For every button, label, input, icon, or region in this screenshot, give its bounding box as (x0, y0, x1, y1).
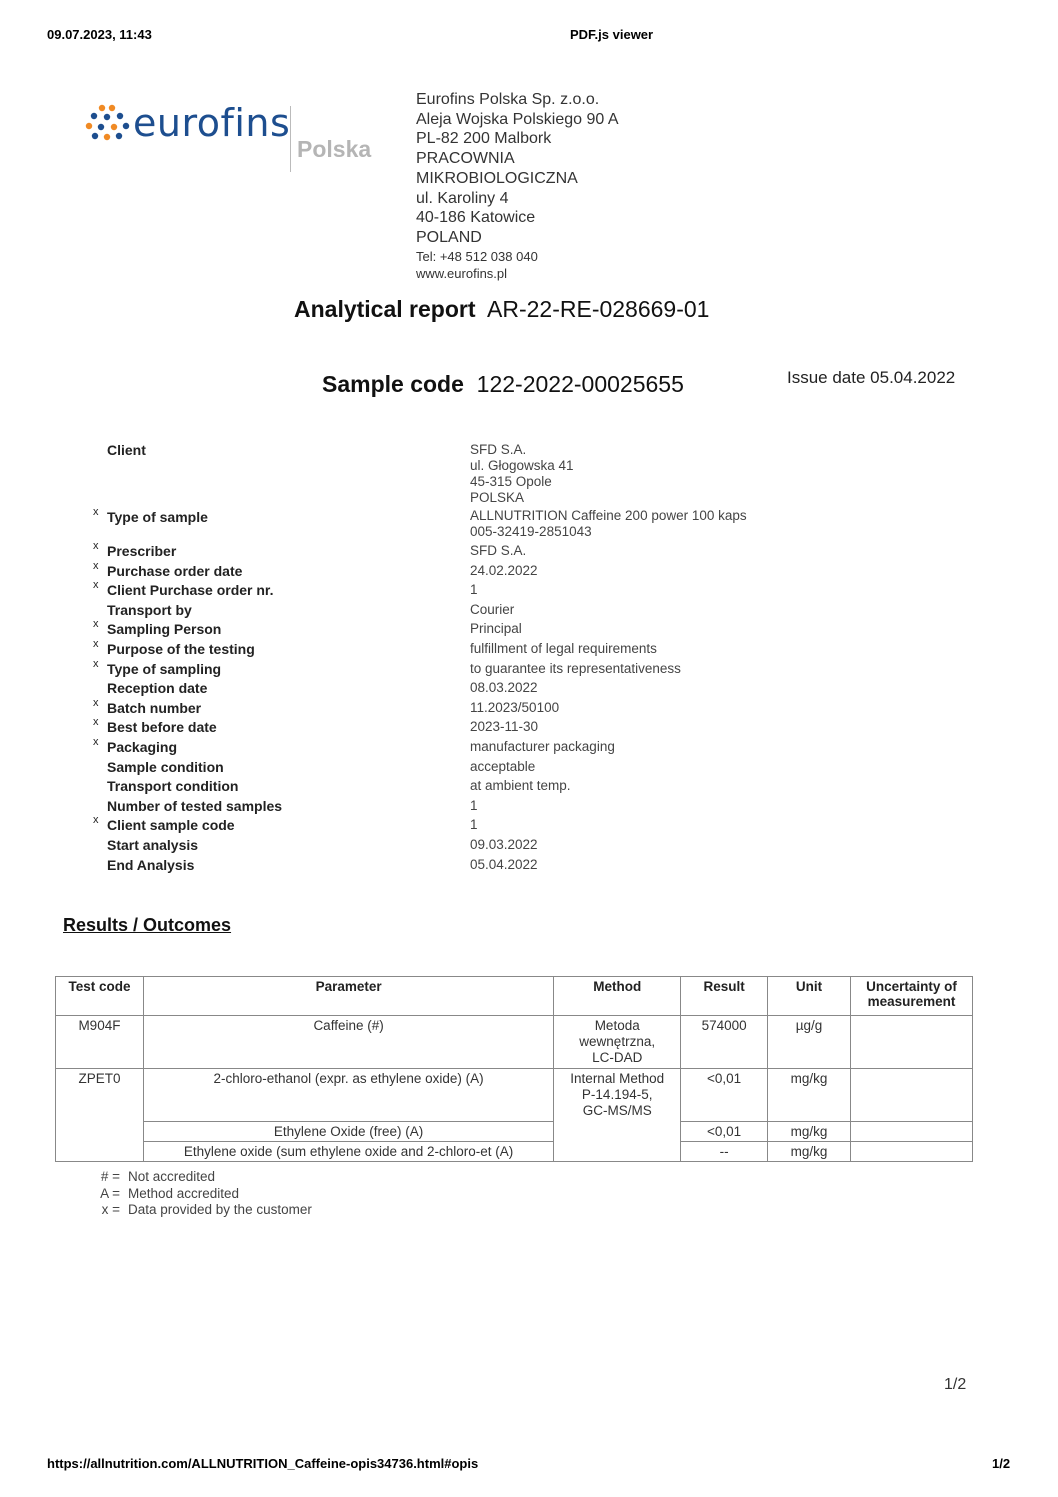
logo-divider (290, 106, 291, 172)
issue-date: Issue date 05.04.2022 (787, 368, 956, 387)
detail-label: Sample condition (107, 758, 224, 775)
cell-unit: mg/kg (768, 1121, 851, 1141)
customer-data-mark: x (93, 696, 99, 709)
detail-label: Purpose of the testing (107, 641, 255, 657)
detail-label: Sampling Person (107, 621, 222, 638)
sample-code-label: Sample code (322, 371, 464, 397)
cell-result: <0,01 (681, 1121, 768, 1141)
type-of-sample-line: ALLNUTRITION Caffeine 200 power 100 kaps (470, 508, 747, 523)
cell-result: <0,01 (681, 1069, 768, 1122)
detail-row (0, 716, 1058, 738)
detail-value: 2023-11-30 (470, 719, 539, 735)
cell-result: -- (681, 1141, 768, 1161)
cell-unit: mg/kg (768, 1069, 851, 1122)
detail-row (0, 798, 1058, 817)
detail-value: to guarantee its representativeness (470, 660, 681, 676)
address-line: PRACOWNIA (416, 150, 515, 168)
cell-test-code-empty (56, 1141, 144, 1161)
detail-label: End Analysis (107, 856, 195, 873)
print-title: PDF.js viewer (570, 27, 654, 42)
method-line: GC-MS/MS (582, 1103, 652, 1118)
detail-label: Purchase order date (107, 562, 243, 579)
detail-label: Type of sample (107, 509, 208, 525)
cell-uncertainty (851, 1141, 973, 1161)
address-line: ul. Karoliny 4 (416, 189, 509, 207)
detail-label: Transport condition (107, 778, 239, 795)
detail-row (0, 657, 1058, 680)
detail-value: 08.03.2022 (470, 680, 538, 696)
lab-address (416, 90, 618, 282)
col-header-result: Result (681, 977, 768, 1016)
col-header-uncertainty: Uncertainty of measurement (851, 977, 973, 1016)
customer-data-mark: x (93, 506, 99, 518)
cell-method (554, 1016, 681, 1069)
print-datetime: 09.07.2023, 11:43 (47, 27, 152, 42)
detail-row (0, 696, 1058, 719)
sample-code (322, 371, 684, 398)
legend-item (88, 1169, 312, 1186)
eurofins-logo (84, 103, 132, 148)
legend-item (88, 1202, 312, 1219)
detail-value: 1 (470, 582, 478, 598)
cell-method-empty (554, 1121, 681, 1141)
detail-row (0, 618, 1058, 640)
detail-row (0, 837, 1058, 856)
client-line: ul. Głogowska 41 (470, 458, 574, 473)
detail-row (0, 857, 1058, 876)
detail-value: 11.2023/50100 (470, 699, 560, 715)
legend-text: Method accredited (128, 1185, 240, 1201)
eurofins-wordmark: eurofins (133, 101, 291, 145)
table-row (56, 1121, 973, 1141)
cell-parameter: 2-chloro-ethanol (expr. as ethylene oxide) (A) (143, 1069, 553, 1122)
address-line: POLAND (416, 228, 482, 246)
report-title (294, 296, 709, 323)
customer-data-mark: x (93, 579, 99, 592)
table-row (56, 1016, 973, 1069)
col-header-parameter: Parameter (143, 977, 553, 1016)
detail-value: 09.03.2022 (470, 837, 538, 852)
contact-web: www.eurofins.pl (416, 265, 508, 281)
detail-label: Prescriber (107, 543, 177, 559)
method-line: Internal Method (570, 1071, 665, 1086)
detail-row (0, 638, 1058, 660)
type-of-sample-line: 005-32419-2851043 (470, 524, 592, 539)
legend-key: x = (101, 1202, 120, 1217)
detail-value: SFD S.A. (470, 543, 527, 558)
detail-label: Client (107, 442, 146, 458)
table-row (56, 1069, 973, 1122)
detail-label: Number of tested samples (107, 797, 283, 814)
detail-label: Client Purchase order nr. (107, 582, 274, 599)
detail-row (0, 559, 1058, 582)
detail-label: Client sample code (107, 817, 235, 834)
customer-data-mark: x (93, 736, 99, 748)
detail-row (0, 540, 1058, 562)
results-heading: Results / Outcomes (63, 915, 232, 935)
address-line: 40-186 Katowice (416, 209, 536, 227)
type-of-sample-value (470, 508, 747, 540)
cell-uncertainty (851, 1016, 973, 1069)
method-line: P-14.194-5, (581, 1087, 653, 1102)
detail-value: 05.04.2022 (470, 856, 538, 872)
sample-code-value: 122-2022-00025655 (476, 371, 684, 397)
legend-key: # = (100, 1169, 120, 1184)
detail-row (0, 680, 1058, 699)
detail-label: Transport by (107, 601, 192, 618)
legend-item (88, 1186, 312, 1203)
contact-tel: Tel: +48 512 038 040 (416, 248, 538, 264)
cell-uncertainty (851, 1121, 973, 1141)
cell-method (554, 1069, 681, 1122)
cell-test-code: M904F (56, 1016, 144, 1069)
client-line: POLSKA (470, 490, 525, 505)
cell-parameter: Caffeine (#) (143, 1016, 553, 1069)
detail-value: 1 (470, 797, 478, 813)
page-number: 1/2 (944, 1376, 967, 1393)
col-header-method: Method (554, 977, 681, 1016)
method-line: Metoda (594, 1018, 640, 1033)
detail-row (0, 579, 1058, 601)
legend-key: A = (100, 1185, 120, 1201)
address-line: Eurofins Polska Sp. z.o.o. (416, 91, 600, 108)
col-header-test-code: Test code (56, 977, 144, 1016)
detail-value: fulfillment of legal requirements (470, 641, 657, 656)
cell-parameter: Ethylene Oxide (free) (A) (143, 1121, 553, 1141)
legend-text: Data provided by the customer (128, 1202, 312, 1217)
col-header-unit: Unit (768, 977, 851, 1016)
address-line: PL-82 200 Malbork (416, 130, 552, 148)
detail-row (0, 602, 1058, 621)
results-table (55, 976, 973, 1162)
cell-test-code-empty (56, 1121, 144, 1141)
detail-value: acceptable (470, 758, 536, 774)
detail-value: Principal (470, 621, 522, 637)
table-header-row (56, 977, 973, 1016)
address-line: Aleja Wojska Polskiego 90 A (416, 110, 619, 128)
detail-value: manufacturer packaging (470, 739, 615, 754)
detail-value: Courier (470, 601, 515, 617)
method-line: wewnętrzna, (579, 1034, 656, 1049)
detail-row (0, 814, 1058, 836)
legend-text: Not accredited (128, 1169, 216, 1184)
detail-row (0, 778, 1058, 797)
eurofins-dots-icon (84, 103, 132, 143)
detail-label: Reception date (107, 680, 208, 697)
client-line: SFD S.A. (470, 442, 527, 457)
detail-label: Start analysis (107, 837, 199, 853)
address-line: MIKROBIOLOGICZNA (416, 169, 578, 187)
customer-data-mark: x (93, 638, 99, 650)
report-label: Analytical report (294, 296, 476, 322)
detail-value: at ambient temp. (470, 778, 571, 794)
detail-row (0, 759, 1058, 778)
customer-data-mark: x (93, 540, 99, 552)
print-url[interactable]: https://allnutrition.com/ALLNUTRITION_Caffeine-opis34736.html#opis (47, 1456, 479, 1471)
detail-label: Best before date (107, 719, 217, 736)
cell-unit: µg/g (768, 1016, 851, 1069)
cell-method-empty (554, 1141, 681, 1161)
customer-data-mark: x (93, 716, 99, 729)
customer-data-mark: x (93, 814, 99, 827)
detail-value: 1 (470, 817, 478, 833)
method-line: LC-DAD (592, 1050, 643, 1065)
detail-label: Batch number (107, 699, 202, 716)
detail-label: Packaging (107, 739, 178, 755)
detail-row (0, 736, 1058, 758)
detail-value: 24.02.2022 (470, 562, 538, 578)
customer-data-mark: x (93, 657, 99, 670)
client-address (470, 442, 574, 506)
table-row (56, 1141, 973, 1161)
detail-label: Type of sampling (107, 660, 222, 677)
client-line: 45-315 Opole (470, 474, 552, 489)
logo-subtitle: Polska (297, 136, 372, 162)
cell-test-code: ZPET0 (56, 1069, 144, 1122)
cell-uncertainty (851, 1069, 973, 1122)
customer-data-mark: x (93, 559, 99, 572)
cell-result: 574000 (681, 1016, 768, 1069)
print-page: 1/2 (992, 1456, 1011, 1471)
customer-data-mark: x (93, 618, 99, 631)
cell-parameter: Ethylene oxide (sum ethylene oxide and 2-chloro-et (A) (143, 1141, 553, 1161)
legend (88, 1169, 312, 1219)
cell-unit: mg/kg (768, 1141, 851, 1161)
report-code: AR-22-RE-028669-01 (487, 296, 710, 322)
